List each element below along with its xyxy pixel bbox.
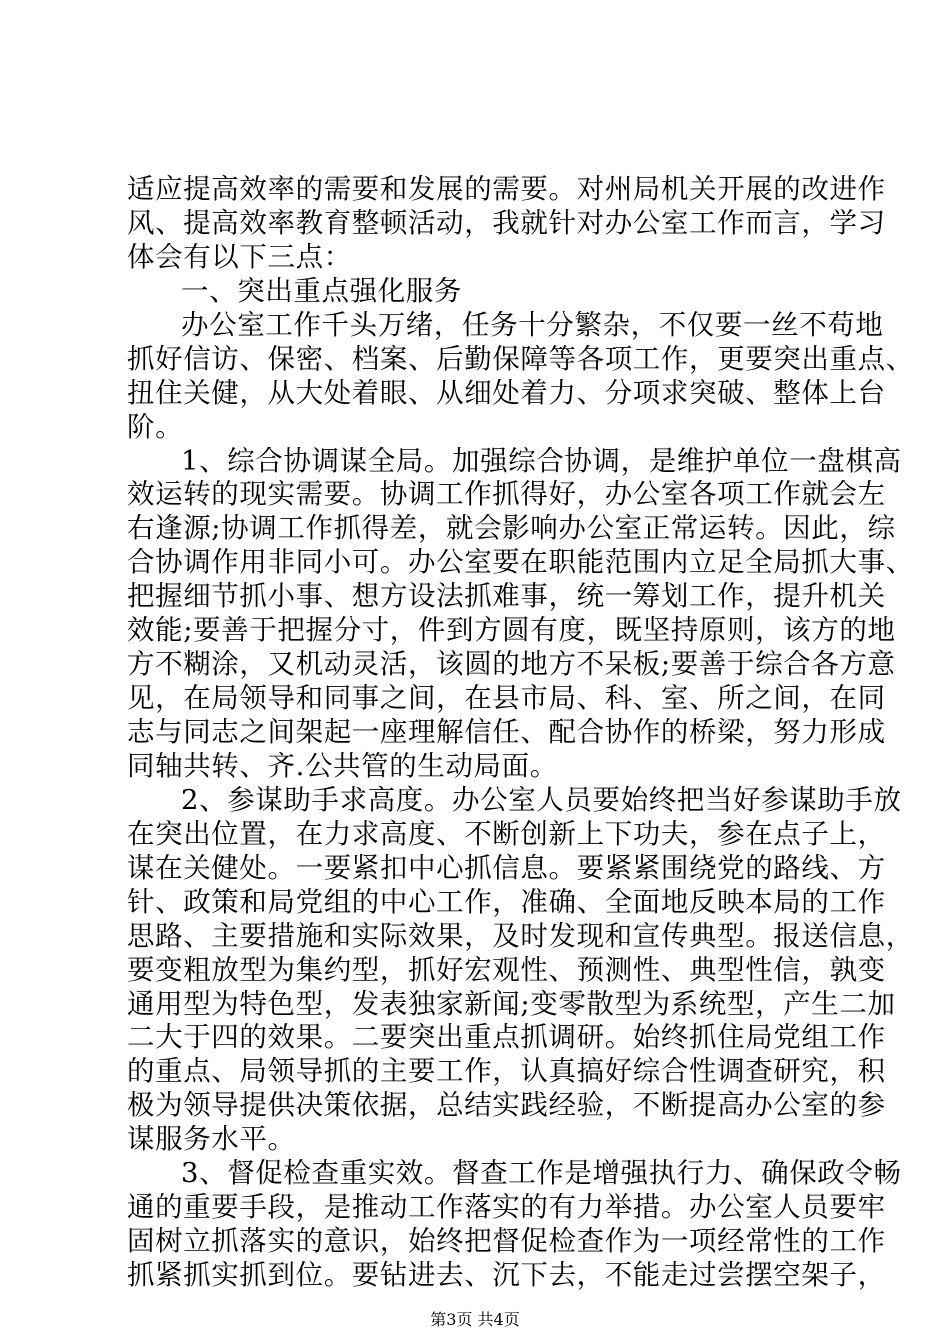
- text-line: 同轴共转、齐.公共管的生动局面。: [127, 749, 558, 782]
- text-line: 思路、主要措施和实际效果，及时发现和宣传典型。报送信息，: [127, 919, 914, 952]
- text-line: 谋服务水平。: [127, 1123, 296, 1156]
- text-line: 固树立抓落实的意识，始终把督促检查作为一项经常性的工作: [127, 1225, 886, 1258]
- text-line: 右逢源;协调工作抓得差，就会影响办公室正常运转。因此，综: [127, 512, 896, 545]
- text-line: 效能;要善于把握分寸，件到方圆有度，既坚持原则，该方的地: [127, 614, 896, 647]
- text-line: 在突出位置，在力求高度、不断创新上下功夫，参在点子上，: [127, 817, 886, 850]
- text-line: 效运转的现实需要。协调工作抓得好，办公室各项工作就会左: [127, 478, 886, 511]
- text-line: 办公室工作千头万绪，任务十分繁杂，不仅要一丝不苟地: [181, 308, 884, 341]
- text-line: 极为领导提供决策依据，总结实践经验，不断提高办公室的参: [127, 1089, 886, 1122]
- text-line: 针、政策和局党组的中心工作，准确、全面地反映本局的工作: [127, 885, 886, 918]
- text-line: 1、综合协调谋全局。加强综合协调，是维护单位一盘棋高: [181, 444, 902, 477]
- text-line: 适应提高效率的需要和发展的需要。对州局机关开展的改进作: [127, 173, 886, 205]
- page-footer: 第3页 共4页: [430, 1310, 520, 1329]
- text-line: 通的重要手段，是推动工作落实的有力举措。办公室人员要牢: [127, 1191, 886, 1224]
- text-line: 要变粗放型为集约型，抓好宏观性、预测性、典型性信，孰变: [127, 953, 886, 986]
- text-line: 体会有以下三点：: [127, 240, 352, 273]
- text-line: 阶。: [127, 410, 184, 443]
- text-line: 抓好信访、保密、档案、后勤保障等各项工作，更要突出重点、: [127, 342, 914, 375]
- text-line: 2、参谋助手求高度。办公室人员要始终把当好参谋助手放: [181, 783, 902, 816]
- text-line: 合协调作用非同小可。办公室要在职能范围内立足全局抓大事、: [127, 546, 914, 579]
- text-line: 通用型为特色型，发表独家新闻;变零散型为系统型，产生二加: [127, 987, 896, 1020]
- text-line: 见，在局领导和同事之间，在县市局、科、室、所之间，在同: [127, 682, 886, 715]
- text-line: 3、督促检查重实效。督查工作是增强执行力、确保政令畅: [181, 1157, 902, 1190]
- text-line: 谋在关健处。一要紧扣中心抓信息。要紧紧围绕党的路线、方: [127, 851, 886, 884]
- text-line: 风、提高效率教育整顿活动，我就针对办公室工作而言，学习: [127, 206, 886, 239]
- section-heading: 一、突出重点强化服务: [181, 274, 462, 307]
- text-line: 抓紧抓实抓到位。要钻进去、沉下去，不能走过尝摆空架子，: [127, 1259, 886, 1291]
- text-line: 的重点、局领导抓的主要工作，认真搞好综合性调查研究，积: [127, 1055, 886, 1088]
- text-line: 志与同志之间架起一座理解信任、配合协作的桥梁，努力形成: [127, 716, 886, 748]
- text-line: 二大于四的效果。二要突出重点抓调研。始终抓住局党组工作: [127, 1021, 886, 1054]
- text-line: 方不糊涂，又机动灵活，该圆的地方不呆板;要善于综合各方意: [127, 648, 896, 681]
- text-line: 把握细节抓小事、想方设法抓难事，统一筹划工作，提升机关: [127, 580, 886, 613]
- text-line: 扭住关健，从大处着眼、从细处着力、分项求突破、整体上台: [127, 376, 886, 409]
